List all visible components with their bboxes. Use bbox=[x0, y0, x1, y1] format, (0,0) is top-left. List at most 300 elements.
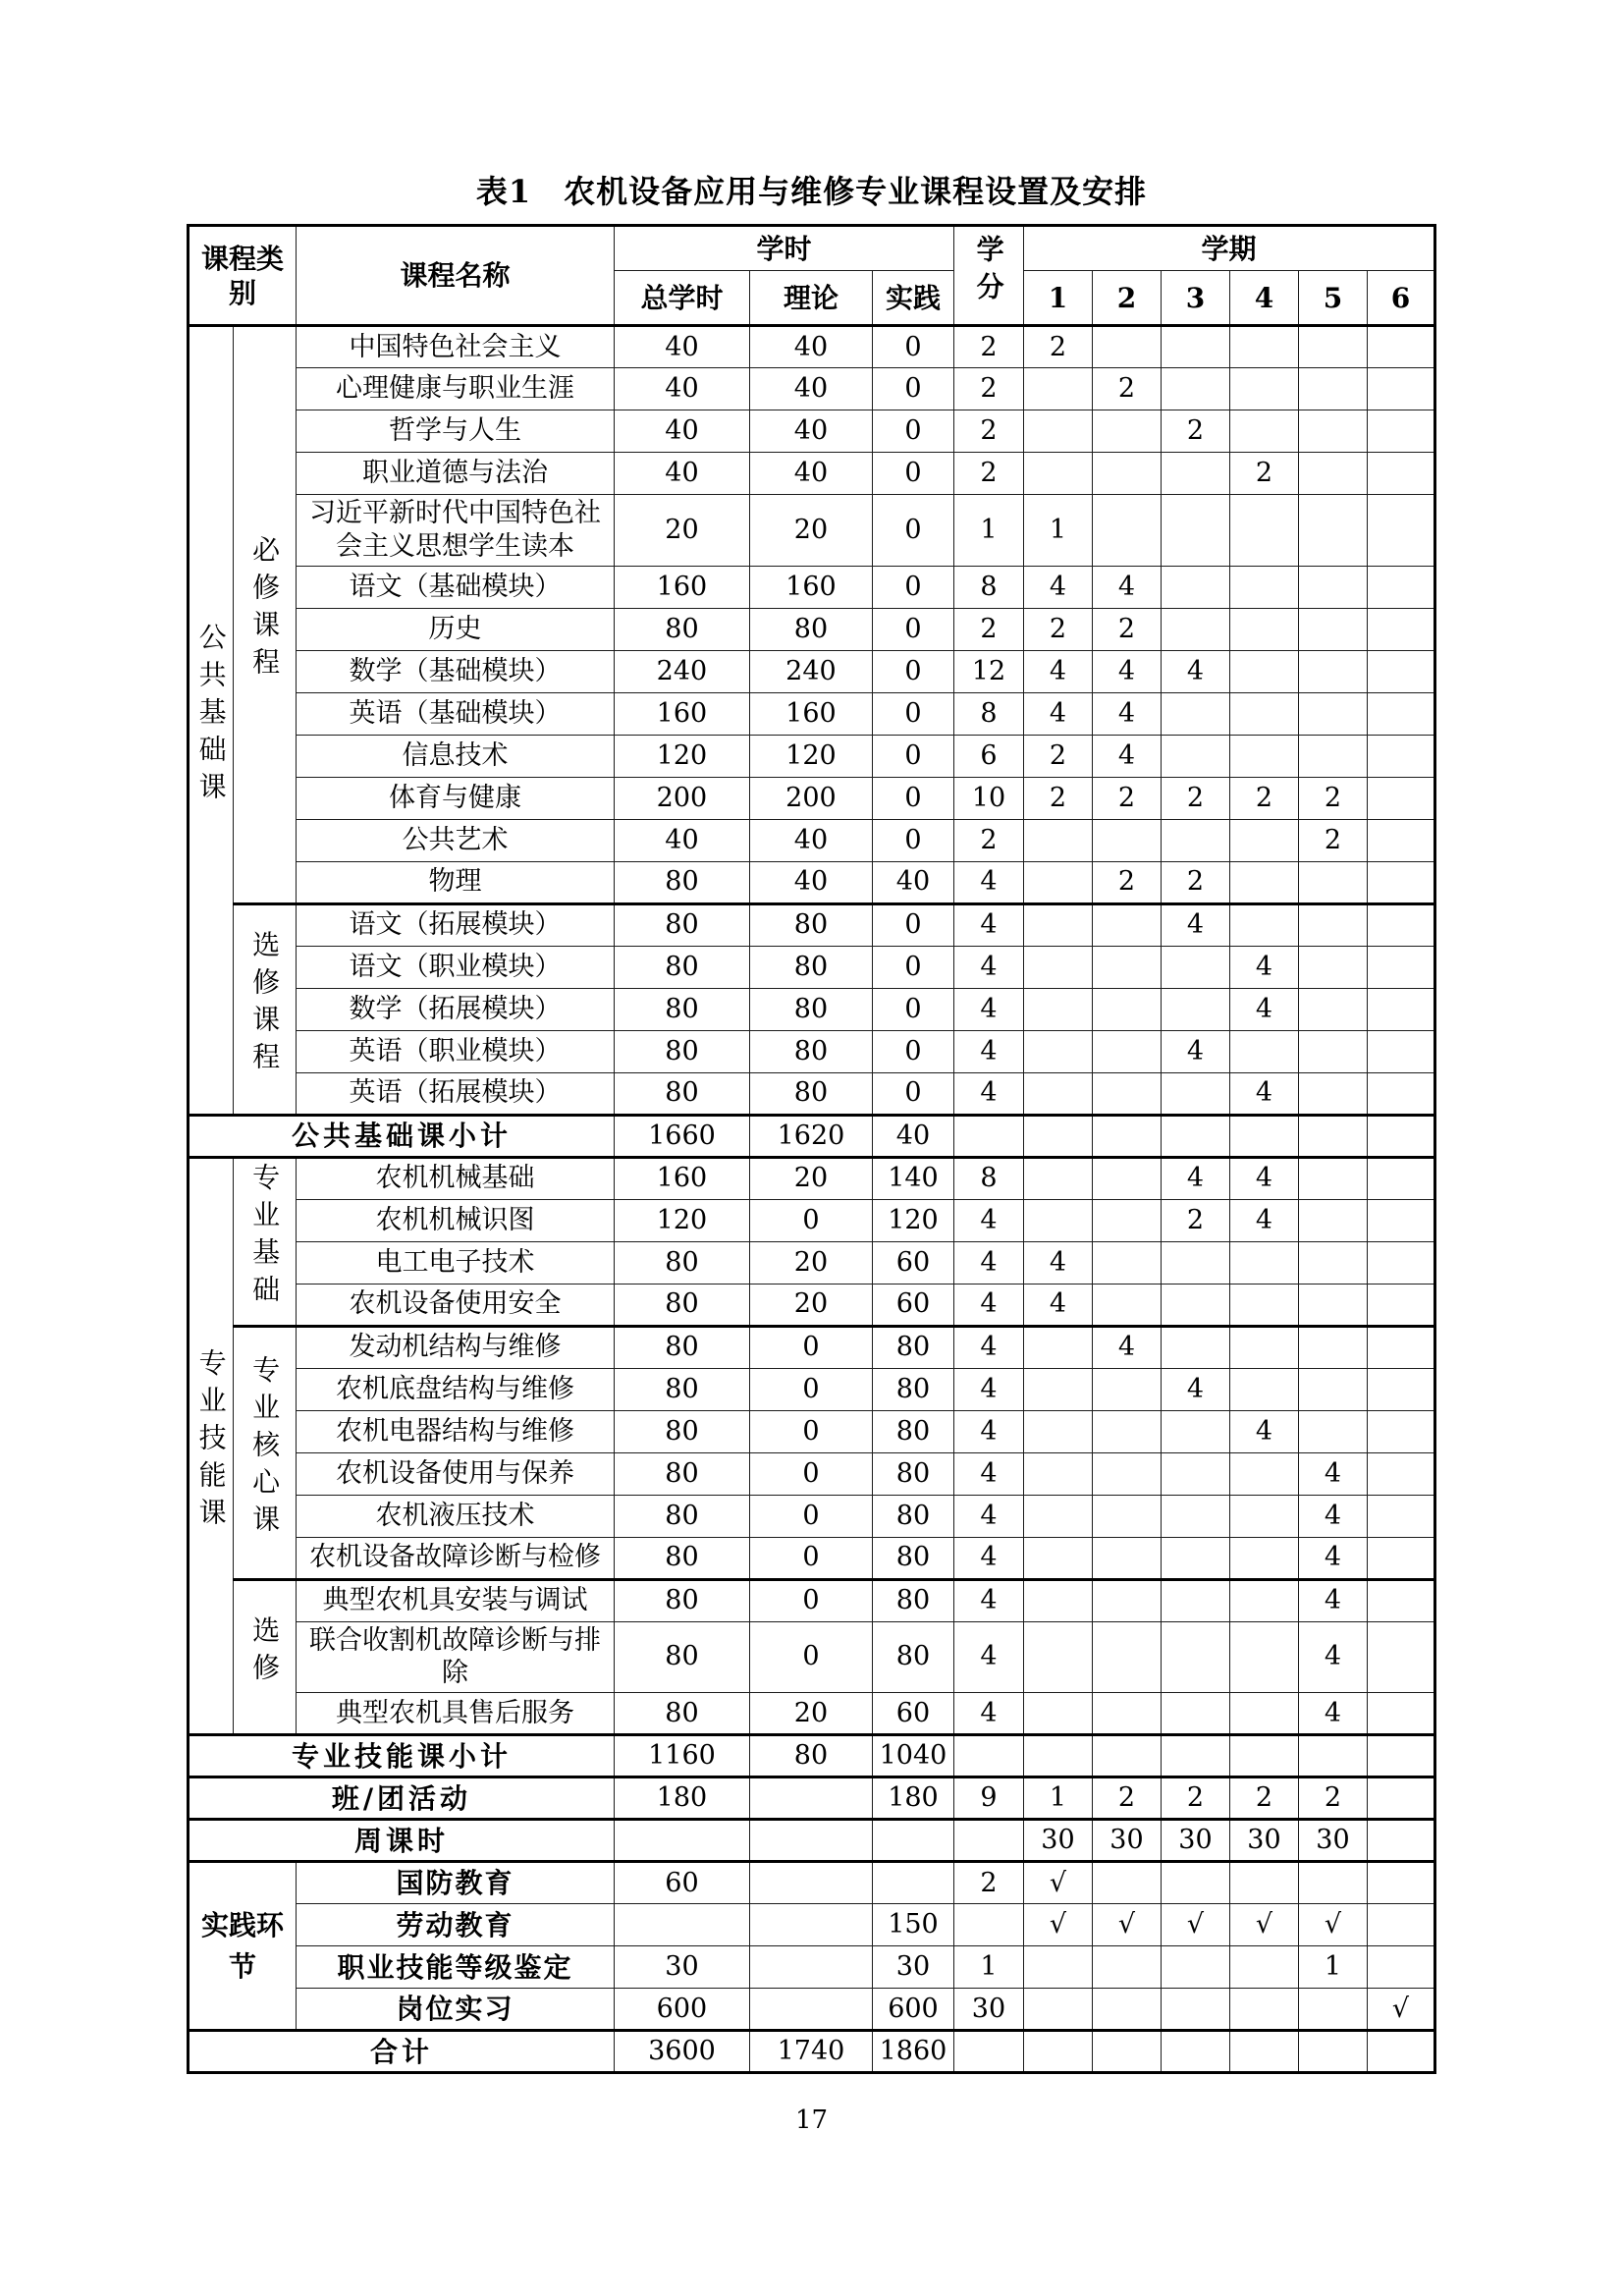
value-cell: 30 bbox=[953, 1989, 1023, 2031]
value-cell bbox=[1367, 1946, 1434, 1989]
value-cell bbox=[1367, 1326, 1434, 1368]
value-cell bbox=[953, 1904, 1023, 1946]
course-name-cell: 职业道德与法治 bbox=[296, 453, 614, 495]
value-cell bbox=[1092, 1621, 1161, 1693]
value-cell bbox=[1023, 2031, 1092, 2073]
course-name-cell: 农机机械识图 bbox=[296, 1199, 614, 1241]
value-cell bbox=[1367, 819, 1434, 861]
course-name-cell: 农机机械基础 bbox=[296, 1157, 614, 1199]
value-cell: 4 bbox=[953, 1072, 1023, 1115]
value-cell bbox=[1161, 1735, 1229, 1777]
table-row bbox=[188, 1862, 1434, 1904]
value-cell: 0 bbox=[749, 1537, 872, 1579]
course-name-cell: 数学（拓展模块） bbox=[296, 988, 614, 1030]
value-cell: 40 bbox=[749, 410, 872, 453]
course-name-cell: 典型农机具售后服务 bbox=[296, 1693, 614, 1735]
value-cell bbox=[1298, 650, 1367, 692]
value-cell: 80 bbox=[749, 1735, 872, 1777]
value-cell: 4 bbox=[953, 1241, 1023, 1284]
value-cell: 4 bbox=[1092, 566, 1161, 608]
table-row bbox=[188, 1326, 1434, 1368]
value-cell bbox=[1023, 1989, 1092, 2031]
course-name-cell: 心理健康与职业生涯 bbox=[296, 368, 614, 410]
value-cell: 4 bbox=[1092, 1326, 1161, 1368]
header-hours-group: 学时 bbox=[614, 226, 953, 271]
value-cell: 4 bbox=[953, 1452, 1023, 1495]
table-row bbox=[188, 1452, 1434, 1495]
course-name-cell: 国防教育 bbox=[296, 1862, 614, 1904]
header-hours-practice: 实践 bbox=[872, 271, 953, 326]
value-cell bbox=[1367, 368, 1434, 410]
value-cell bbox=[1229, 368, 1298, 410]
value-cell bbox=[1298, 608, 1367, 650]
value-cell: 4 bbox=[1161, 903, 1229, 946]
value-cell: 80 bbox=[614, 1495, 749, 1537]
subcategory-cell-label: 必修课程 bbox=[248, 535, 282, 685]
value-cell: 2 bbox=[1161, 1199, 1229, 1241]
value-cell bbox=[1092, 1452, 1161, 1495]
value-cell bbox=[1092, 903, 1161, 946]
value-cell: 4 bbox=[1023, 650, 1092, 692]
value-cell: 150 bbox=[872, 1904, 953, 1946]
value-cell bbox=[1367, 1368, 1434, 1410]
value-cell: 2 bbox=[1229, 777, 1298, 819]
value-cell: 40 bbox=[614, 368, 749, 410]
value-cell: 4 bbox=[1092, 692, 1161, 735]
value-cell bbox=[1161, 1241, 1229, 1284]
value-cell bbox=[1298, 735, 1367, 777]
value-cell bbox=[1367, 1115, 1434, 1157]
category-cell: 实践环节 bbox=[188, 1862, 296, 2031]
value-cell bbox=[1367, 1199, 1434, 1241]
value-cell bbox=[1092, 988, 1161, 1030]
value-cell: 1160 bbox=[614, 1735, 749, 1777]
value-cell bbox=[1092, 1537, 1161, 1579]
value-cell bbox=[1298, 861, 1367, 903]
value-cell bbox=[1229, 819, 1298, 861]
value-cell: 4 bbox=[953, 1410, 1023, 1452]
value-cell: 0 bbox=[872, 777, 953, 819]
value-cell: √ bbox=[1229, 1904, 1298, 1946]
table-row bbox=[188, 988, 1434, 1030]
value-cell bbox=[953, 1735, 1023, 1777]
value-cell bbox=[1092, 1157, 1161, 1199]
table-row bbox=[188, 453, 1434, 495]
value-cell bbox=[1092, 1735, 1161, 1777]
value-cell: 0 bbox=[872, 410, 953, 453]
value-cell: 0 bbox=[872, 495, 953, 567]
table-row bbox=[188, 1579, 1434, 1621]
value-cell bbox=[1023, 1579, 1092, 1621]
value-cell bbox=[1092, 1368, 1161, 1410]
value-cell: 4 bbox=[953, 1284, 1023, 1326]
value-cell bbox=[1367, 326, 1434, 368]
value-cell: 60 bbox=[872, 1284, 953, 1326]
value-cell: √ bbox=[1023, 1862, 1092, 1904]
value-cell: 40 bbox=[749, 326, 872, 368]
value-cell: 160 bbox=[614, 692, 749, 735]
value-cell bbox=[1023, 861, 1092, 903]
value-cell: 4 bbox=[953, 903, 1023, 946]
value-cell: 80 bbox=[749, 946, 872, 988]
value-cell bbox=[1298, 1862, 1367, 1904]
value-cell bbox=[1367, 1904, 1434, 1946]
value-cell: 160 bbox=[749, 566, 872, 608]
value-cell bbox=[1367, 566, 1434, 608]
value-cell bbox=[1092, 1030, 1161, 1072]
value-cell: 2 bbox=[953, 608, 1023, 650]
value-cell: 30 bbox=[872, 1946, 953, 1989]
value-cell: 120 bbox=[614, 1199, 749, 1241]
value-cell bbox=[614, 1904, 749, 1946]
value-cell bbox=[1229, 735, 1298, 777]
value-cell: 1 bbox=[953, 1946, 1023, 1989]
value-cell bbox=[1161, 1495, 1229, 1537]
table-row bbox=[188, 1777, 1434, 1820]
value-cell: 4 bbox=[1229, 946, 1298, 988]
value-cell: 600 bbox=[614, 1989, 749, 2031]
value-cell: 30 bbox=[1161, 1820, 1229, 1862]
value-cell: 4 bbox=[1298, 1495, 1367, 1537]
value-cell: 4 bbox=[1023, 1241, 1092, 1284]
value-cell bbox=[749, 1904, 872, 1946]
value-cell: 8 bbox=[953, 566, 1023, 608]
value-cell: 4 bbox=[1023, 566, 1092, 608]
table-row bbox=[188, 1495, 1434, 1537]
value-cell bbox=[1298, 1284, 1367, 1326]
value-cell bbox=[1229, 1693, 1298, 1735]
table-row bbox=[188, 1030, 1434, 1072]
value-cell: 30 bbox=[1092, 1820, 1161, 1862]
header-category: 课程类别 bbox=[188, 226, 296, 326]
value-cell bbox=[1161, 1326, 1229, 1368]
value-cell bbox=[1023, 988, 1092, 1030]
table-row bbox=[188, 650, 1434, 692]
value-cell: 2 bbox=[1229, 1777, 1298, 1820]
value-cell: 0 bbox=[872, 735, 953, 777]
course-name-cell: 农机设备使用安全 bbox=[296, 1284, 614, 1326]
value-cell bbox=[1161, 368, 1229, 410]
value-cell: 4 bbox=[953, 1495, 1023, 1537]
course-name-cell: 劳动教育 bbox=[296, 1904, 614, 1946]
value-cell: 80 bbox=[614, 1326, 749, 1368]
table-row bbox=[188, 1241, 1434, 1284]
value-cell: 30 bbox=[1298, 1820, 1367, 1862]
value-cell bbox=[1161, 1284, 1229, 1326]
value-cell bbox=[1367, 1537, 1434, 1579]
course-name-cell: 联合收割机故障诊断与排除 bbox=[296, 1621, 614, 1693]
table-row bbox=[188, 861, 1434, 903]
subcategory-cell-label: 选修课程 bbox=[248, 930, 282, 1080]
course-name-cell: 物理 bbox=[296, 861, 614, 903]
value-cell: 4 bbox=[1161, 1030, 1229, 1072]
value-cell bbox=[1367, 453, 1434, 495]
value-cell: 2 bbox=[1298, 1777, 1367, 1820]
value-cell: 1 bbox=[1298, 1946, 1367, 1989]
value-cell: 4 bbox=[1229, 1410, 1298, 1452]
value-cell bbox=[1367, 1693, 1434, 1735]
value-cell: 8 bbox=[953, 1157, 1023, 1199]
value-cell: 120 bbox=[749, 735, 872, 777]
table-row bbox=[188, 946, 1434, 988]
value-cell: 80 bbox=[614, 903, 749, 946]
value-cell bbox=[614, 1820, 749, 1862]
course-name-cell: 农机电器结构与维修 bbox=[296, 1410, 614, 1452]
value-cell bbox=[1367, 777, 1434, 819]
value-cell bbox=[1161, 735, 1229, 777]
value-cell: 2 bbox=[1092, 777, 1161, 819]
value-cell bbox=[1229, 1452, 1298, 1495]
curriculum-table bbox=[187, 224, 1436, 2074]
value-cell bbox=[1092, 453, 1161, 495]
value-cell bbox=[1161, 1452, 1229, 1495]
value-cell: 80 bbox=[872, 1410, 953, 1452]
value-cell bbox=[1161, 1989, 1229, 2031]
value-cell: 80 bbox=[614, 1579, 749, 1621]
value-cell bbox=[749, 1946, 872, 1989]
value-cell: 40 bbox=[749, 368, 872, 410]
value-cell: 0 bbox=[749, 1326, 872, 1368]
course-name-cell: 英语（基础模块） bbox=[296, 692, 614, 735]
value-cell: 2 bbox=[1161, 861, 1229, 903]
value-cell: 0 bbox=[749, 1452, 872, 1495]
value-cell: 4 bbox=[1161, 1157, 1229, 1199]
value-cell: 80 bbox=[614, 608, 749, 650]
value-cell: 40 bbox=[614, 326, 749, 368]
value-cell bbox=[1092, 1199, 1161, 1241]
value-cell bbox=[1367, 1030, 1434, 1072]
value-cell bbox=[1367, 1621, 1434, 1693]
subcategory-cell bbox=[233, 903, 296, 1115]
value-cell: 60 bbox=[614, 1862, 749, 1904]
value-cell bbox=[1298, 1241, 1367, 1284]
value-cell: 240 bbox=[749, 650, 872, 692]
header-hours-theory: 理论 bbox=[749, 271, 872, 326]
value-cell: 0 bbox=[872, 692, 953, 735]
value-cell bbox=[1298, 1368, 1367, 1410]
value-cell bbox=[1298, 368, 1367, 410]
value-cell: 1 bbox=[1023, 495, 1092, 567]
value-cell: √ bbox=[1367, 1989, 1434, 2031]
value-cell: 0 bbox=[872, 946, 953, 988]
header-semester-1: 1 bbox=[1023, 271, 1092, 326]
value-cell: 40 bbox=[749, 453, 872, 495]
value-cell: 4 bbox=[1298, 1621, 1367, 1693]
value-cell: 12 bbox=[953, 650, 1023, 692]
value-cell bbox=[1367, 1284, 1434, 1326]
value-cell: 2 bbox=[1229, 453, 1298, 495]
course-name-cell: 历史 bbox=[296, 608, 614, 650]
value-cell bbox=[1229, 608, 1298, 650]
value-cell bbox=[1367, 650, 1434, 692]
value-cell bbox=[1367, 1735, 1434, 1777]
value-cell: 4 bbox=[1298, 1537, 1367, 1579]
table-row bbox=[188, 1820, 1434, 1862]
value-cell: 4 bbox=[1229, 1199, 1298, 1241]
value-cell: 0 bbox=[872, 368, 953, 410]
value-cell: 80 bbox=[614, 1621, 749, 1693]
value-cell: 60 bbox=[872, 1241, 953, 1284]
table-row bbox=[188, 2031, 1434, 2073]
value-cell: 120 bbox=[614, 735, 749, 777]
value-cell: 0 bbox=[872, 566, 953, 608]
value-cell: 40 bbox=[749, 861, 872, 903]
value-cell: 2 bbox=[1161, 777, 1229, 819]
course-name-cell: 体育与健康 bbox=[296, 777, 614, 819]
value-cell bbox=[749, 1862, 872, 1904]
value-cell bbox=[1023, 1030, 1092, 1072]
value-cell bbox=[1298, 410, 1367, 453]
value-cell: 80 bbox=[749, 1030, 872, 1072]
value-cell bbox=[1092, 1989, 1161, 2031]
value-cell: 2 bbox=[1092, 861, 1161, 903]
value-cell bbox=[1161, 1072, 1229, 1115]
course-name-cell: 英语（职业模块） bbox=[296, 1030, 614, 1072]
value-cell: 20 bbox=[749, 495, 872, 567]
value-cell: 200 bbox=[749, 777, 872, 819]
table-row bbox=[188, 326, 1434, 368]
value-cell bbox=[1092, 1862, 1161, 1904]
value-cell: 0 bbox=[749, 1368, 872, 1410]
value-cell bbox=[1367, 1157, 1434, 1199]
value-cell: 80 bbox=[614, 861, 749, 903]
value-cell bbox=[1092, 946, 1161, 988]
course-name-cell: 语文（职业模块） bbox=[296, 946, 614, 988]
value-cell bbox=[1023, 1410, 1092, 1452]
value-cell: 80 bbox=[872, 1452, 953, 1495]
value-cell: 2 bbox=[1092, 608, 1161, 650]
value-cell: 2 bbox=[953, 410, 1023, 453]
header-credits bbox=[953, 226, 1023, 326]
header-semester-6: 6 bbox=[1367, 271, 1434, 326]
table-row bbox=[188, 1115, 1434, 1157]
value-cell bbox=[1298, 1410, 1367, 1452]
value-cell bbox=[1367, 1452, 1434, 1495]
value-cell bbox=[1367, 692, 1434, 735]
course-name-cell: 数学（基础模块） bbox=[296, 650, 614, 692]
value-cell: 4 bbox=[1298, 1579, 1367, 1621]
course-name-cell: 语文（拓展模块） bbox=[296, 903, 614, 946]
value-cell bbox=[1367, 735, 1434, 777]
category-cell bbox=[188, 1157, 233, 1735]
value-cell: 2 bbox=[1023, 608, 1092, 650]
table-row bbox=[188, 410, 1434, 453]
value-cell bbox=[1367, 1410, 1434, 1452]
value-cell: 4 bbox=[1229, 1072, 1298, 1115]
subcategory-cell-label: 专业基础 bbox=[248, 1162, 282, 1312]
value-cell: 1860 bbox=[872, 2031, 953, 2073]
table-row bbox=[188, 1537, 1434, 1579]
table-row bbox=[188, 819, 1434, 861]
value-cell bbox=[1229, 861, 1298, 903]
value-cell: 80 bbox=[614, 1693, 749, 1735]
value-cell: 80 bbox=[614, 1241, 749, 1284]
value-cell: 2 bbox=[1023, 326, 1092, 368]
value-cell bbox=[872, 1862, 953, 1904]
value-cell bbox=[1161, 608, 1229, 650]
value-cell bbox=[1161, 1115, 1229, 1157]
value-cell: 2 bbox=[953, 819, 1023, 861]
course-name-cell: 公共艺术 bbox=[296, 819, 614, 861]
table-row bbox=[188, 608, 1434, 650]
value-cell: 1660 bbox=[614, 1115, 749, 1157]
value-cell bbox=[1229, 903, 1298, 946]
subcategory-cell bbox=[233, 1326, 296, 1579]
value-cell: 40 bbox=[614, 453, 749, 495]
value-cell: 80 bbox=[614, 1368, 749, 1410]
value-cell: 80 bbox=[749, 903, 872, 946]
header-semester-4: 4 bbox=[1229, 271, 1298, 326]
value-cell bbox=[1298, 946, 1367, 988]
value-cell bbox=[1367, 2031, 1434, 2073]
value-cell: 0 bbox=[872, 903, 953, 946]
section-label-cell: 班/团活动 bbox=[188, 1777, 614, 1820]
value-cell bbox=[1023, 1735, 1092, 1777]
course-name-cell: 农机底盘结构与维修 bbox=[296, 1368, 614, 1410]
table-row bbox=[188, 566, 1434, 608]
value-cell: 180 bbox=[872, 1777, 953, 1820]
value-cell: 80 bbox=[614, 946, 749, 988]
value-cell: 0 bbox=[749, 1410, 872, 1452]
table-row bbox=[188, 1072, 1434, 1115]
value-cell: 40 bbox=[614, 410, 749, 453]
value-cell: 4 bbox=[953, 861, 1023, 903]
value-cell bbox=[1092, 2031, 1161, 2073]
value-cell: 2 bbox=[1092, 1777, 1161, 1820]
course-name-cell: 中国特色社会主义 bbox=[296, 326, 614, 368]
table-row bbox=[188, 495, 1434, 567]
course-name-cell: 语文（基础模块） bbox=[296, 566, 614, 608]
value-cell: 20 bbox=[749, 1284, 872, 1326]
value-cell bbox=[1092, 1115, 1161, 1157]
value-cell bbox=[1092, 819, 1161, 861]
value-cell bbox=[1229, 2031, 1298, 2073]
value-cell bbox=[1023, 819, 1092, 861]
section-label-cell: 周课时 bbox=[188, 1820, 614, 1862]
value-cell: 1 bbox=[1023, 1777, 1092, 1820]
table-row bbox=[188, 777, 1434, 819]
value-cell: 80 bbox=[749, 608, 872, 650]
value-cell: 80 bbox=[614, 1072, 749, 1115]
value-cell: 2 bbox=[1092, 368, 1161, 410]
value-cell bbox=[1367, 988, 1434, 1030]
value-cell bbox=[1229, 1368, 1298, 1410]
value-cell: 140 bbox=[872, 1157, 953, 1199]
value-cell bbox=[1229, 692, 1298, 735]
value-cell: 4 bbox=[953, 1579, 1023, 1621]
value-cell bbox=[1161, 566, 1229, 608]
value-cell bbox=[1161, 1579, 1229, 1621]
header-semester-5: 5 bbox=[1298, 271, 1367, 326]
value-cell bbox=[1023, 903, 1092, 946]
value-cell bbox=[1229, 1115, 1298, 1157]
value-cell: 20 bbox=[614, 495, 749, 567]
value-cell bbox=[1023, 1072, 1092, 1115]
value-cell: 1740 bbox=[749, 2031, 872, 2073]
course-name-cell: 农机设备使用与保养 bbox=[296, 1452, 614, 1495]
value-cell bbox=[1229, 1284, 1298, 1326]
value-cell bbox=[1298, 1030, 1367, 1072]
value-cell bbox=[1023, 410, 1092, 453]
table-row bbox=[188, 735, 1434, 777]
value-cell: 20 bbox=[749, 1157, 872, 1199]
value-cell: 0 bbox=[872, 819, 953, 861]
course-name-cell: 职业技能等级鉴定 bbox=[296, 1946, 614, 1989]
value-cell bbox=[1229, 1579, 1298, 1621]
value-cell bbox=[1298, 1157, 1367, 1199]
section-label-cell: 公共基础课小计 bbox=[188, 1115, 614, 1157]
value-cell: 80 bbox=[872, 1326, 953, 1368]
